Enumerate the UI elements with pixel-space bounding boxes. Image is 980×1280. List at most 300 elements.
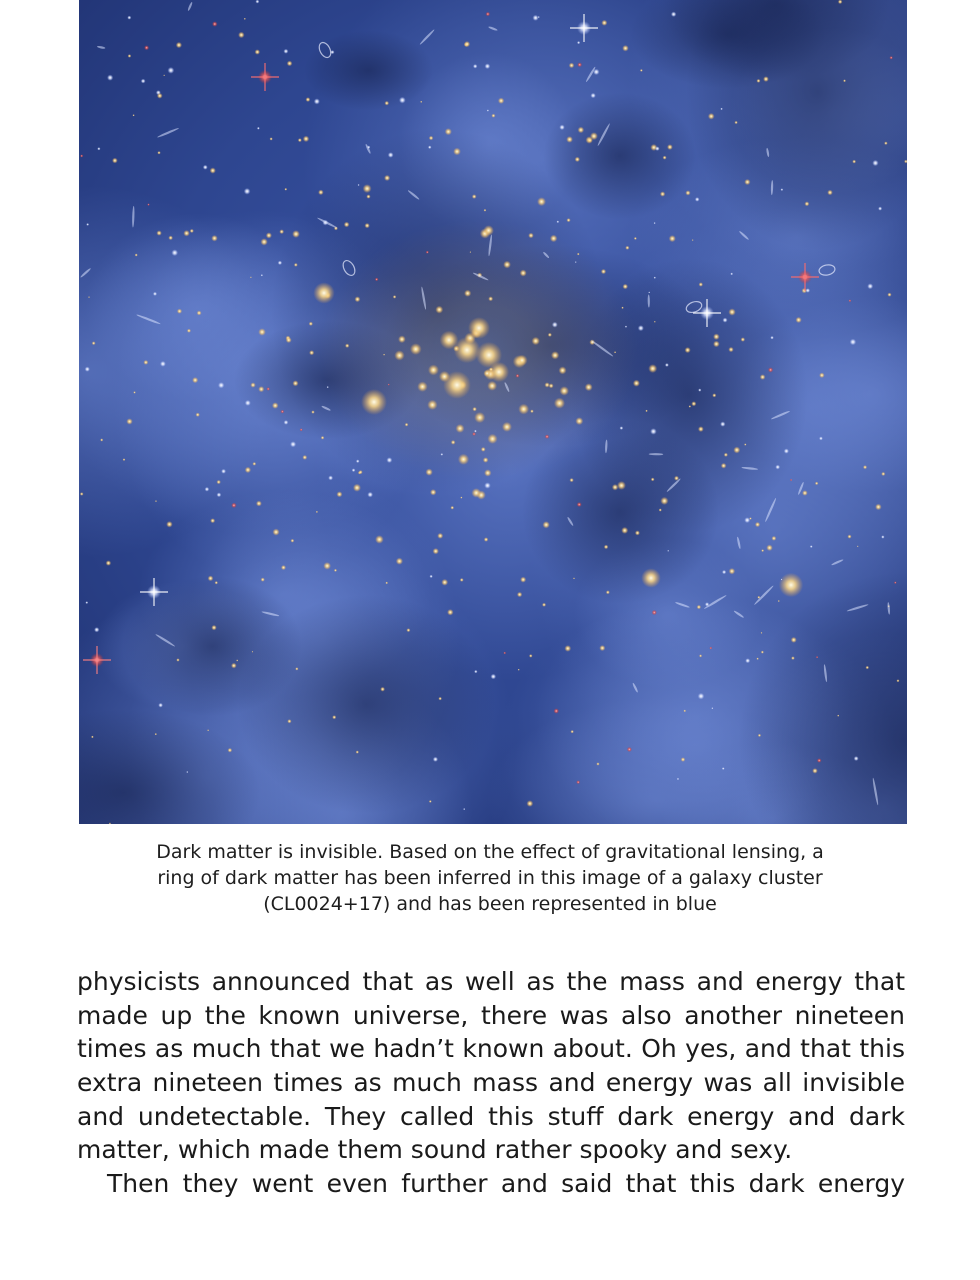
field-galaxy: [168, 67, 175, 74]
field-galaxy: [621, 307, 623, 309]
field-galaxy: [88, 296, 90, 298]
red-galaxy: [817, 758, 822, 763]
cluster-galaxy: [355, 296, 361, 302]
cluster-galaxy: [663, 156, 667, 160]
field-galaxy: [781, 579, 783, 581]
figure-caption: [120, 839, 860, 917]
field-galaxy: [854, 756, 859, 761]
field-galaxy: [314, 98, 320, 104]
field-galaxy: [380, 687, 385, 692]
cluster-galaxy: [375, 535, 384, 544]
field-galaxy: [528, 233, 534, 239]
field-galaxy: [847, 535, 851, 539]
field-galaxy: [837, 715, 839, 717]
field-galaxy: [94, 627, 99, 632]
field-galaxy: [321, 436, 325, 440]
field-galaxy: [250, 276, 252, 278]
field-galaxy: [472, 407, 476, 411]
cluster-galaxy: [353, 484, 361, 492]
field-galaxy: [655, 146, 660, 151]
field-galaxy: [231, 663, 237, 669]
field-galaxy: [489, 367, 493, 371]
cluster-galaxy: [435, 306, 443, 314]
red-galaxy: [147, 203, 150, 206]
bright-galaxy: [313, 282, 334, 303]
cluster-galaxy: [520, 270, 527, 277]
field-galaxy: [745, 658, 750, 663]
cluster-galaxy: [575, 417, 583, 425]
field-galaxy: [689, 405, 691, 407]
red-galaxy: [709, 647, 712, 650]
field-galaxy: [106, 560, 112, 566]
field-galaxy: [575, 157, 580, 162]
cluster-galaxy: [819, 373, 824, 378]
field-galaxy: [399, 97, 406, 104]
field-galaxy: [80, 492, 84, 496]
field-galaxy: [802, 490, 808, 496]
cluster-galaxy: [281, 565, 286, 570]
cluster-galaxy: [617, 481, 626, 490]
cluster-galaxy: [425, 468, 432, 475]
field-galaxy: [429, 800, 432, 803]
cluster-galaxy: [302, 455, 307, 460]
field-galaxy: [126, 418, 132, 424]
cluster-galaxy: [488, 296, 493, 301]
cluster-galaxy: [625, 246, 629, 250]
bright-galaxy: [779, 573, 803, 597]
field-galaxy: [255, 49, 260, 54]
field-galaxy: [491, 114, 495, 118]
field-galaxy: [358, 184, 360, 186]
field-galaxy: [406, 628, 410, 632]
field-galaxy: [665, 363, 669, 367]
field-galaxy: [287, 719, 291, 723]
field-galaxy: [393, 295, 397, 299]
field-galaxy: [756, 79, 760, 83]
field-galaxy: [133, 391, 136, 394]
cluster-galaxy: [532, 337, 540, 345]
field-galaxy: [208, 576, 214, 582]
field-galaxy: [258, 386, 264, 392]
cluster-galaxy: [698, 426, 704, 432]
red-galaxy: [577, 502, 582, 507]
field-galaxy: [866, 666, 870, 670]
field-galaxy: [334, 569, 337, 572]
field-galaxy: [485, 63, 491, 69]
field-galaxy: [205, 487, 210, 492]
cluster-galaxy: [481, 447, 486, 452]
cluster-galaxy: [256, 501, 262, 507]
field-galaxy: [92, 341, 96, 345]
field-galaxy: [538, 16, 540, 18]
bright-galaxy: [468, 317, 490, 339]
field-galaxy: [428, 145, 432, 149]
field-galaxy: [112, 158, 118, 164]
cluster-galaxy: [599, 645, 605, 651]
field-galaxy: [775, 465, 780, 470]
red-galaxy: [576, 780, 580, 784]
field-galaxy: [91, 736, 94, 739]
field-galaxy: [463, 808, 465, 810]
galaxy-cluster-image: [79, 0, 907, 824]
red-galaxy: [300, 428, 303, 431]
field-galaxy: [722, 767, 725, 770]
cluster-galaxy: [217, 480, 221, 484]
field-galaxy: [527, 800, 534, 807]
cluster-galaxy: [464, 290, 471, 297]
red-galaxy: [266, 387, 270, 391]
field-galaxy: [577, 41, 580, 44]
cluster-galaxy: [550, 235, 558, 243]
cluster-galaxy: [559, 386, 569, 396]
field-galaxy: [667, 550, 669, 552]
field-galaxy: [781, 188, 784, 191]
field-galaxy: [470, 251, 472, 253]
field-galaxy: [85, 367, 90, 372]
field-galaxy: [570, 730, 573, 733]
cluster-galaxy: [272, 402, 279, 409]
field-galaxy: [791, 637, 797, 643]
cluster-galaxy: [542, 603, 546, 607]
field-galaxy: [761, 632, 763, 634]
field-galaxy: [97, 147, 100, 150]
field-galaxy: [590, 93, 595, 98]
field-galaxy: [460, 496, 462, 498]
bright-galaxy: [361, 389, 387, 415]
field-galaxy: [107, 75, 113, 81]
field-galaxy: [217, 492, 222, 497]
cluster-galaxy: [733, 447, 740, 454]
field-galaxy: [756, 658, 758, 660]
cluster-galaxy: [318, 190, 323, 195]
field-galaxy: [158, 703, 163, 708]
cluster-galaxy: [345, 344, 349, 348]
body-line: and undetectable. They called this stuff dark energy and dark: [77, 1101, 905, 1131]
cluster-galaxy: [542, 521, 549, 528]
field-galaxy: [85, 601, 88, 604]
field-galaxy: [723, 318, 728, 323]
field-galaxy: [100, 438, 103, 441]
field-galaxy: [127, 16, 131, 20]
field-galaxy: [654, 277, 656, 279]
cluster-galaxy: [796, 317, 802, 323]
cluster-galaxy: [453, 148, 461, 156]
field-galaxy: [648, 291, 650, 293]
red-galaxy: [375, 278, 379, 282]
field-galaxy: [887, 293, 891, 297]
field-galaxy: [875, 504, 882, 511]
field-galaxy: [677, 778, 679, 780]
cluster-galaxy: [472, 194, 477, 199]
cluster-galaxy: [261, 577, 265, 581]
field-galaxy: [210, 518, 215, 523]
cluster-galaxy: [518, 404, 529, 415]
cluster-galaxy: [588, 138, 593, 143]
field-galaxy: [878, 207, 882, 211]
field-galaxy: [634, 237, 637, 240]
cluster-galaxy: [366, 194, 370, 198]
red-galaxy: [486, 12, 491, 17]
field-galaxy: [210, 167, 216, 173]
cluster-galaxy: [697, 605, 701, 609]
field-galaxy: [473, 64, 477, 68]
field-galaxy: [352, 468, 356, 472]
body-line: matter, which made them sound rather spooky and sexy.: [77, 1135, 793, 1165]
field-galaxy: [730, 273, 733, 276]
field-galaxy: [291, 539, 295, 543]
cluster-galaxy: [669, 235, 676, 242]
cluster-galaxy: [660, 497, 668, 505]
cluster-galaxy: [712, 393, 716, 397]
field-galaxy: [654, 321, 656, 323]
cluster-galaxy: [721, 463, 727, 469]
cluster-galaxy: [309, 322, 313, 326]
field-galaxy: [761, 549, 764, 552]
field-galaxy: [872, 160, 878, 166]
cluster-galaxy: [323, 562, 331, 570]
field-galaxy: [770, 336, 773, 339]
cluster-galaxy: [685, 347, 691, 353]
field-galaxy: [166, 521, 172, 527]
field-galaxy: [625, 326, 627, 328]
field-galaxy: [557, 220, 560, 223]
field-galaxy: [564, 645, 571, 652]
field-galaxy: [763, 76, 769, 82]
cluster-galaxy: [417, 381, 427, 391]
field-galaxy: [852, 160, 856, 164]
field-galaxy: [290, 441, 296, 447]
field-galaxy: [529, 654, 533, 658]
field-galaxy: [245, 400, 251, 406]
cluster-galaxy: [685, 190, 690, 195]
field-galaxy: [577, 253, 580, 256]
bright-galaxy: [440, 331, 459, 350]
cluster-galaxy: [567, 218, 571, 222]
field-galaxy: [420, 101, 422, 103]
field-galaxy: [711, 707, 713, 709]
field-galaxy: [744, 179, 750, 185]
field-galaxy: [734, 121, 737, 124]
field-galaxy: [867, 283, 873, 289]
field-galaxy: [135, 253, 138, 256]
field-galaxy: [279, 229, 284, 234]
cluster-galaxy: [487, 381, 497, 391]
red-galaxy: [231, 503, 236, 508]
field-galaxy: [491, 674, 497, 680]
red-galaxy: [80, 154, 83, 157]
field-galaxy: [724, 453, 728, 457]
field-galaxy: [640, 69, 643, 72]
cluster-galaxy: [621, 527, 628, 534]
field-galaxy: [638, 325, 644, 331]
body-line: times as much that we hadn’t known about. Oh yes, and that this: [77, 1034, 905, 1064]
field-galaxy: [474, 430, 477, 433]
field-galaxy: [671, 12, 676, 17]
cluster-galaxy: [272, 529, 279, 536]
field-galaxy: [645, 410, 647, 412]
cluster-galaxy: [192, 377, 198, 383]
field-galaxy: [430, 489, 436, 495]
field-galaxy: [287, 61, 293, 67]
field-galaxy: [778, 600, 780, 602]
field-galaxy: [433, 757, 438, 762]
field-galaxy: [843, 79, 846, 82]
caption-line: ring of dark matter has been inferred in this image of a galaxy cluster: [157, 867, 823, 889]
field-galaxy: [86, 223, 89, 226]
red-galaxy: [768, 367, 773, 372]
field-galaxy: [660, 191, 665, 196]
field-galaxy: [238, 32, 244, 38]
field-galaxy: [857, 545, 859, 547]
red-galaxy: [816, 656, 818, 658]
cluster-galaxy: [635, 530, 640, 535]
field-galaxy: [604, 545, 609, 550]
field-galaxy: [729, 568, 735, 574]
field-galaxy: [698, 388, 701, 391]
cluster-galaxy: [292, 230, 300, 238]
cluster-galaxy: [691, 401, 696, 406]
field-galaxy: [123, 458, 126, 461]
field-galaxy: [176, 42, 182, 48]
field-galaxy: [517, 592, 522, 597]
cluster-galaxy: [755, 522, 760, 527]
field-galaxy: [601, 20, 607, 26]
field-galaxy: [804, 201, 809, 206]
field-galaxy: [720, 421, 725, 426]
field-galaxy: [270, 137, 273, 140]
field-galaxy: [771, 536, 776, 541]
field-galaxy: [294, 263, 298, 267]
field-galaxy: [698, 693, 705, 700]
field-galaxy: [143, 360, 148, 365]
cluster-galaxy: [363, 184, 372, 193]
cluster-galaxy: [433, 548, 439, 554]
field-galaxy: [332, 715, 336, 719]
cluster-galaxy: [483, 225, 494, 236]
cluster-galaxy: [474, 412, 485, 423]
body-line: physicists announced that as well as the mass and energy that: [77, 967, 905, 996]
field-galaxy: [651, 478, 655, 482]
cluster-galaxy: [601, 269, 606, 274]
cluster-galaxy: [441, 579, 448, 586]
cluster-galaxy: [177, 309, 182, 314]
field-galaxy: [311, 410, 314, 413]
field-galaxy: [810, 545, 813, 548]
cluster-galaxy: [187, 329, 191, 333]
field-galaxy: [806, 288, 811, 293]
red-galaxy: [281, 410, 285, 414]
field-galaxy: [708, 113, 715, 120]
red-galaxy: [516, 374, 520, 378]
cluster-galaxy: [384, 101, 389, 106]
field-galaxy: [695, 197, 700, 202]
field-galaxy: [207, 729, 209, 731]
field-galaxy: [153, 292, 157, 296]
field-galaxy: [157, 151, 160, 154]
cluster-galaxy: [728, 308, 735, 315]
field-galaxy: [384, 175, 390, 181]
field-galaxy: [197, 311, 202, 316]
field-galaxy: [498, 98, 504, 104]
field-galaxy: [278, 261, 282, 265]
cluster-galaxy: [306, 97, 311, 102]
field-galaxy: [573, 577, 575, 579]
red-galaxy: [849, 299, 852, 302]
red-galaxy: [503, 652, 506, 655]
field-galaxy: [850, 339, 857, 346]
field-galaxy: [252, 651, 254, 653]
field-galaxy: [405, 423, 409, 427]
dark-void: [543, 93, 696, 220]
red-galaxy: [144, 45, 149, 50]
cluster-galaxy: [484, 469, 491, 476]
field-galaxy: [720, 108, 722, 110]
field-galaxy: [356, 750, 359, 753]
cluster-galaxy: [503, 261, 511, 269]
cluster-galaxy: [569, 478, 573, 482]
field-galaxy: [620, 426, 624, 430]
red-galaxy: [577, 62, 582, 67]
field-galaxy: [819, 436, 823, 440]
cluster-galaxy: [483, 457, 489, 463]
field-galaxy: [215, 581, 218, 584]
cluster-galaxy: [183, 230, 189, 236]
cluster-galaxy: [741, 337, 746, 342]
field-galaxy: [722, 570, 726, 574]
field-galaxy: [160, 361, 166, 367]
field-galaxy: [163, 74, 165, 76]
field-galaxy: [766, 545, 773, 552]
field-galaxy: [356, 459, 360, 463]
field-galaxy: [257, 127, 260, 130]
field-galaxy: [157, 93, 163, 99]
bright-galaxy: [489, 362, 509, 382]
field-galaxy: [659, 508, 662, 511]
field-galaxy: [128, 54, 132, 58]
field-galaxy: [236, 659, 238, 661]
cluster-galaxy: [303, 136, 309, 142]
field-galaxy: [812, 768, 818, 774]
field-galaxy: [203, 165, 208, 170]
field-galaxy: [758, 734, 761, 737]
field-galaxy: [484, 537, 489, 542]
field-galaxy: [252, 462, 256, 466]
field-galaxy: [487, 109, 489, 111]
cluster-galaxy: [713, 333, 720, 340]
field-galaxy: [218, 382, 224, 388]
cluster-galaxy: [566, 136, 573, 143]
cluster-galaxy: [667, 144, 673, 150]
cluster-galaxy: [245, 467, 251, 473]
cluster-galaxy: [260, 238, 267, 245]
field-galaxy: [863, 465, 867, 469]
cluster-galaxy: [429, 136, 434, 141]
field-galaxy: [261, 274, 263, 276]
cluster-galaxy: [298, 138, 302, 142]
bright-galaxy: [641, 568, 661, 588]
cluster-galaxy: [394, 350, 404, 360]
field-galaxy: [681, 757, 686, 762]
field-galaxy: [429, 575, 432, 578]
cluster-galaxy: [258, 328, 266, 336]
field-galaxy: [383, 354, 385, 356]
field-galaxy: [316, 511, 318, 513]
field-galaxy: [614, 351, 616, 353]
field-galaxy: [286, 337, 292, 343]
cluster-galaxy: [456, 424, 465, 433]
cluster-galaxy: [633, 380, 640, 387]
red-galaxy: [627, 747, 632, 752]
